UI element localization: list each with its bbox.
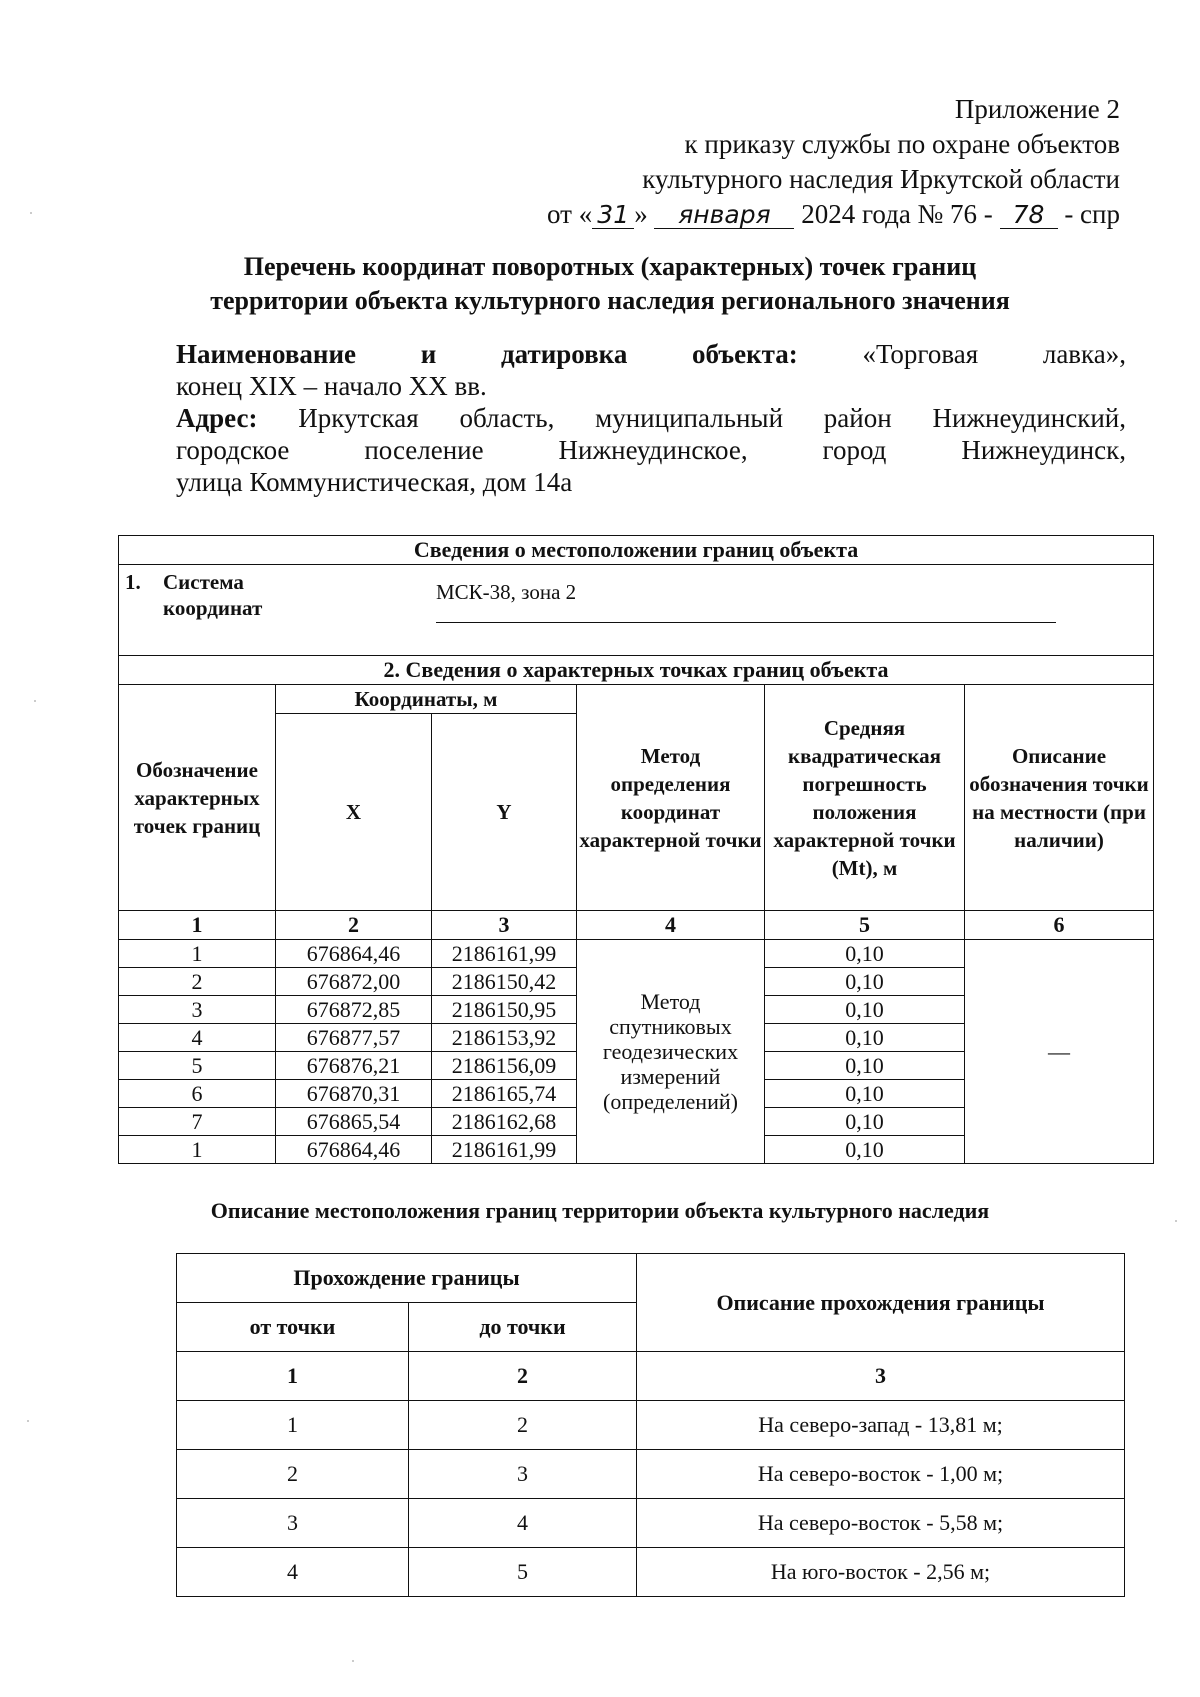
col-header-passage-description: Описание прохождения границы xyxy=(637,1254,1125,1352)
mt-cell: 0,10 xyxy=(765,1080,965,1108)
title-line-2: территории объекта культурного наследия регионального значения xyxy=(210,286,1010,315)
y-cell: 2186153,92 xyxy=(432,1024,577,1052)
to-cell: 5 xyxy=(409,1548,637,1597)
location-table-heading: Сведения о местоположении границ объекта xyxy=(119,536,1154,565)
handwritten-month: января xyxy=(654,202,794,229)
object-address-line-2: городское поселение Нижнеудинское, город Нижнеудинск, xyxy=(176,435,1126,465)
scan-speck xyxy=(30,212,32,214)
col-number: 2 xyxy=(409,1352,637,1401)
mt-cell: 0,10 xyxy=(765,1108,965,1136)
col-header-x: X xyxy=(276,714,432,911)
passage-description-cell: На северо-восток - 5,58 м; xyxy=(637,1499,1125,1548)
appendix-line-3: культурного наследия Иркутской области xyxy=(642,164,1120,194)
col-header-to: до точки xyxy=(409,1303,637,1352)
method-cell: Метод спутниковых геодезических измерений (определений) xyxy=(577,940,765,1164)
coordinate-system-cell xyxy=(119,565,1154,656)
passage-description-cell: На юго-восток - 2,56 м; xyxy=(637,1548,1125,1597)
from-cell: 1 xyxy=(177,1401,409,1450)
col-number: 4 xyxy=(577,911,765,940)
mt-cell: 0,10 xyxy=(765,1136,965,1164)
object-name-line xyxy=(176,338,1126,370)
y-cell: 2186150,95 xyxy=(432,996,577,1024)
col-header-coords: Координаты, м xyxy=(276,685,577,714)
col-header-from: от точки xyxy=(177,1303,409,1352)
x-cell: 676872,00 xyxy=(276,968,432,996)
passage-description-cell: На северо-восток - 1,00 м; xyxy=(637,1450,1125,1499)
mt-cell: 0,10 xyxy=(765,940,965,968)
from-cell: 4 xyxy=(177,1548,409,1597)
coordinate-system-number: 1. xyxy=(125,570,141,594)
col-number: 3 xyxy=(432,911,577,940)
to-cell: 4 xyxy=(409,1499,637,1548)
coordinate-system-label: Система координат xyxy=(163,570,263,620)
x-cell: 676877,57 xyxy=(276,1024,432,1052)
point-cell: 1 xyxy=(119,1136,276,1164)
point-cell: 3 xyxy=(119,996,276,1024)
y-cell: 2186162,68 xyxy=(432,1108,577,1136)
x-cell: 676870,31 xyxy=(276,1080,432,1108)
year-text: 2024 года № 76 - xyxy=(801,199,993,229)
address-value-1: Иркутская область, муниципальный район Нижнеудинский, xyxy=(298,403,1127,433)
scan-speck xyxy=(27,1420,29,1422)
object-info xyxy=(176,338,1126,498)
handwritten-order-number: 78 xyxy=(1000,202,1058,229)
point-cell: 7 xyxy=(119,1108,276,1136)
coordinate-system-underline xyxy=(436,622,1056,623)
date-mid: » xyxy=(634,199,648,229)
y-cell: 2186161,99 xyxy=(432,940,577,968)
object-name-value: «Торговая лавка», xyxy=(862,339,1126,369)
table-row xyxy=(177,1450,1125,1499)
description-cell: — xyxy=(965,940,1154,1164)
appendix-header xyxy=(500,92,1120,232)
to-cell: 2 xyxy=(409,1401,637,1450)
object-name-label: Наименование и датировка объекта: xyxy=(176,339,798,369)
appendix-line-1: Приложение 2 xyxy=(954,94,1120,124)
document-title xyxy=(120,250,1100,318)
title-line-1: Перечень координат поворотных (характерных) точек границ xyxy=(243,252,977,281)
col-number: 6 xyxy=(965,911,1154,940)
scan-speck xyxy=(352,1660,354,1662)
table-row xyxy=(119,940,1154,968)
boundary-section-heading: Описание местоположения границ территории объекта культурного наследия xyxy=(210,1198,990,1223)
mt-cell: 0,10 xyxy=(765,1052,965,1080)
point-cell: 4 xyxy=(119,1024,276,1052)
scan-speck xyxy=(1175,1220,1177,1222)
to-cell: 3 xyxy=(409,1450,637,1499)
point-cell: 5 xyxy=(119,1052,276,1080)
address-label: Адрес: xyxy=(176,403,258,433)
col-header-method: Метод определения координат характерной точки xyxy=(577,685,765,911)
order-suffix: - спр xyxy=(1064,199,1120,229)
object-address-line-3: улица Коммунистическая, дом 14а xyxy=(176,467,573,497)
point-cell: 2 xyxy=(119,968,276,996)
point-cell: 6 xyxy=(119,1080,276,1108)
x-cell: 676864,46 xyxy=(276,940,432,968)
appendix-date-line xyxy=(500,197,1120,232)
mt-cell: 0,10 xyxy=(765,996,965,1024)
appendix-line-2: к приказу службы по охране объектов xyxy=(684,129,1120,159)
col-number: 5 xyxy=(765,911,965,940)
object-dating: конец XIX – начало XX вв. xyxy=(176,371,487,401)
date-prefix: от « xyxy=(547,199,593,229)
col-header-error: Средняя квадратическая погрешность положения характерной точки (Mt), м xyxy=(765,685,965,911)
col-number: 1 xyxy=(119,911,276,940)
col-header-y: Y xyxy=(432,714,577,911)
col-header-passage: Прохождение границы xyxy=(177,1254,637,1303)
y-cell: 2186156,09 xyxy=(432,1052,577,1080)
section2-heading: 2. Сведения о характерных точках границ объекта xyxy=(119,656,1154,685)
location-table xyxy=(118,535,1154,1164)
y-cell: 2186165,74 xyxy=(432,1080,577,1108)
table-row xyxy=(177,1548,1125,1597)
y-cell: 2186150,42 xyxy=(432,968,577,996)
col-number: 2 xyxy=(276,911,432,940)
object-address-line-1 xyxy=(176,402,1126,434)
from-cell: 3 xyxy=(177,1499,409,1548)
table-row xyxy=(177,1401,1125,1450)
handwritten-day: 31 xyxy=(592,202,634,229)
scan-speck xyxy=(34,700,36,702)
mt-cell: 0,10 xyxy=(765,968,965,996)
coordinate-system-value: МСК-38, зона 2 xyxy=(436,580,577,604)
x-cell: 676876,21 xyxy=(276,1052,432,1080)
col-number: 3 xyxy=(637,1352,1125,1401)
y-cell: 2186161,99 xyxy=(432,1136,577,1164)
passage-description-cell: На северо-запад - 13,81 м; xyxy=(637,1401,1125,1450)
col-number: 1 xyxy=(177,1352,409,1401)
x-cell: 676872,85 xyxy=(276,996,432,1024)
from-cell: 2 xyxy=(177,1450,409,1499)
table-row xyxy=(177,1499,1125,1548)
boundary-table xyxy=(176,1253,1125,1597)
x-cell: 676864,46 xyxy=(276,1136,432,1164)
point-cell: 1 xyxy=(119,940,276,968)
col-header-point: Обозначение характерных точек границ xyxy=(119,685,276,911)
col-header-description: Описание обозначения точки на местности (при наличии) xyxy=(965,685,1154,911)
x-cell: 676865,54 xyxy=(276,1108,432,1136)
mt-cell: 0,10 xyxy=(765,1024,965,1052)
